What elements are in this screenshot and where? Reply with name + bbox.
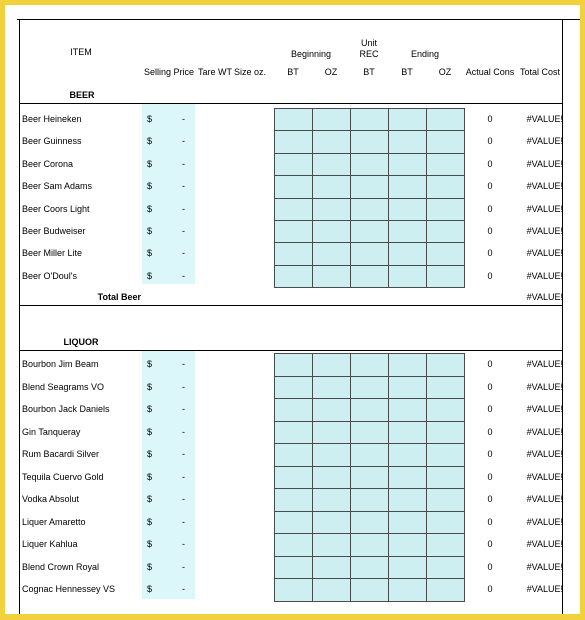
total-cost: #VALUE! — [526, 359, 563, 369]
count-cell[interactable] — [274, 376, 313, 400]
count-cell[interactable] — [426, 198, 465, 221]
count-cell[interactable] — [426, 265, 465, 288]
selling-price[interactable]: - — [182, 270, 185, 281]
count-cell[interactable] — [350, 443, 389, 467]
selling-price[interactable]: - — [182, 426, 185, 437]
actual-cons: 0 — [487, 270, 493, 281]
item-name: Beer Budweiser — [22, 226, 86, 236]
count-cell[interactable] — [426, 242, 465, 265]
count-cell[interactable] — [388, 108, 427, 131]
currency-symbol: $ — [147, 561, 153, 572]
count-cell[interactable] — [350, 130, 389, 153]
count-cell[interactable] — [312, 511, 351, 535]
count-cell[interactable] — [274, 353, 313, 377]
total-cost: #VALUE! — [526, 426, 563, 437]
count-cell[interactable] — [312, 556, 351, 580]
selling-price[interactable]: - — [182, 226, 185, 236]
count-cell[interactable] — [350, 198, 389, 221]
count-cell[interactable] — [274, 533, 313, 557]
actual-cons: 0 — [487, 181, 493, 192]
count-cell[interactable] — [350, 421, 389, 445]
total-cost: #VALUE! — [526, 381, 563, 392]
count-cell[interactable] — [388, 353, 427, 377]
item-name: Beer Guinness — [22, 136, 82, 147]
header-rec: REC — [359, 49, 379, 59]
item-name: Rum Bacardi Silver — [22, 449, 100, 459]
currency-symbol: $ — [147, 114, 153, 124]
inventory-sheet — [5, 5, 580, 614]
currency-symbol: $ — [147, 270, 153, 281]
beer-title-divider — [19, 103, 562, 104]
item-name: Beer Heineken — [22, 114, 82, 124]
total-cost: #VALUE! — [526, 584, 563, 594]
count-cell[interactable] — [426, 488, 465, 512]
count-cell[interactable] — [388, 443, 427, 467]
actual-cons: 0 — [487, 471, 493, 482]
header-actual-cons: Actual Cons — [465, 67, 515, 77]
total-cost: #VALUE! — [526, 516, 563, 527]
actual-cons: 0 — [487, 381, 493, 392]
total-cost: #VALUE! — [526, 494, 563, 504]
selling-price[interactable]: - — [182, 136, 185, 147]
item-name: Blend Crown Royal — [22, 561, 100, 572]
liquor-title-divider — [19, 350, 562, 351]
count-cell[interactable] — [388, 175, 427, 198]
count-cell[interactable] — [312, 175, 351, 198]
left-border — [19, 19, 20, 614]
count-cell[interactable] — [388, 198, 427, 221]
selling-price[interactable]: - — [182, 404, 185, 414]
count-cell[interactable] — [312, 421, 351, 445]
count-cell[interactable] — [388, 488, 427, 512]
currency-symbol: $ — [147, 516, 153, 527]
selling-price[interactable]: - — [182, 584, 185, 594]
count-cell[interactable] — [312, 242, 351, 265]
count-cell[interactable] — [350, 466, 389, 490]
currency-symbol: $ — [147, 226, 153, 236]
selling-price[interactable]: - — [182, 539, 185, 549]
total-beer-divider — [19, 305, 562, 306]
total-cost: #VALUE! — [526, 270, 563, 281]
actual-cons: 0 — [487, 539, 493, 549]
actual-cons: 0 — [487, 359, 493, 369]
total-cost: #VALUE! — [526, 203, 563, 214]
total-beer-label: Total Beer — [97, 292, 141, 302]
count-cell[interactable] — [274, 130, 313, 153]
count-cell[interactable] — [426, 398, 465, 422]
header-oz-beginning: OZ — [324, 67, 338, 77]
count-cell[interactable] — [388, 533, 427, 557]
count-cell[interactable] — [312, 398, 351, 422]
count-cell[interactable] — [312, 466, 351, 490]
count-cell[interactable] — [274, 242, 313, 265]
count-cell[interactable] — [312, 130, 351, 153]
total-cost: #VALUE! — [526, 181, 563, 192]
count-cell[interactable] — [426, 175, 465, 198]
currency-symbol: $ — [147, 404, 153, 414]
actual-cons: 0 — [487, 248, 493, 259]
count-cell[interactable] — [312, 353, 351, 377]
currency-symbol: $ — [147, 449, 153, 459]
item-name: Beer Corona — [22, 158, 74, 169]
section-title-beer: BEER — [69, 90, 95, 100]
total-cost: #VALUE! — [526, 449, 563, 459]
currency-symbol: $ — [147, 359, 153, 369]
count-cell[interactable] — [426, 108, 465, 131]
count-cell[interactable] — [312, 488, 351, 512]
count-cell[interactable] — [426, 220, 465, 243]
count-cell[interactable] — [388, 398, 427, 422]
count-cell[interactable] — [274, 198, 313, 221]
item-name: Cognac Hennessey VS — [22, 584, 116, 594]
item-name: Liquer Amaretto — [22, 516, 86, 527]
count-cell[interactable] — [350, 488, 389, 512]
currency-symbol: $ — [147, 158, 153, 169]
count-cell[interactable] — [350, 175, 389, 198]
count-cell[interactable] — [426, 511, 465, 535]
actual-cons: 0 — [487, 114, 493, 124]
currency-symbol: $ — [147, 471, 153, 482]
count-cell[interactable] — [388, 153, 427, 176]
count-cell[interactable] — [388, 265, 427, 288]
item-name: Liquer Kahlua — [22, 539, 78, 549]
count-cell[interactable] — [350, 398, 389, 422]
count-cell[interactable] — [350, 578, 389, 602]
count-cell[interactable] — [350, 376, 389, 400]
selling-price[interactable]: - — [182, 381, 185, 392]
count-cell[interactable] — [426, 556, 465, 580]
total-cost: #VALUE! — [526, 114, 563, 124]
count-cell[interactable] — [274, 443, 313, 467]
selling-price[interactable]: - — [182, 158, 185, 169]
count-cell[interactable] — [312, 108, 351, 131]
selling-price[interactable]: - — [182, 114, 185, 124]
currency-symbol: $ — [147, 136, 153, 147]
selling-price[interactable]: - — [182, 203, 185, 214]
count-cell[interactable] — [312, 376, 351, 400]
count-cell[interactable] — [274, 153, 313, 176]
item-name: Beer O'Doul's — [22, 270, 77, 281]
count-cell[interactable] — [426, 578, 465, 602]
count-cell[interactable] — [312, 578, 351, 602]
header-oz-ending: OZ — [438, 67, 452, 77]
count-cell[interactable] — [388, 421, 427, 445]
actual-cons: 0 — [487, 203, 493, 214]
actual-cons: 0 — [487, 561, 493, 572]
total-cost: #VALUE! — [526, 561, 563, 572]
count-cell[interactable] — [426, 153, 465, 176]
header-bt-unit: BT — [363, 67, 375, 77]
count-cell[interactable] — [274, 421, 313, 445]
selling-price[interactable]: - — [182, 248, 185, 259]
count-cell[interactable] — [388, 578, 427, 602]
count-cell[interactable] — [426, 421, 465, 445]
count-cell[interactable] — [312, 198, 351, 221]
item-name: Bourbon Jack Daniels — [22, 404, 110, 414]
count-cell[interactable] — [426, 466, 465, 490]
count-cell[interactable] — [350, 556, 389, 580]
count-cell[interactable] — [274, 466, 313, 490]
item-name: Tequila Cuervo Gold — [22, 471, 104, 482]
currency-symbol: $ — [147, 494, 153, 504]
section-title-liquor: LIQUOR — [63, 337, 99, 347]
currency-symbol: $ — [147, 248, 153, 259]
currency-symbol: $ — [147, 426, 153, 437]
total-cost: #VALUE! — [526, 539, 563, 549]
item-name: Bourbon Jim Beam — [22, 359, 99, 369]
actual-cons: 0 — [487, 584, 493, 594]
count-cell[interactable] — [388, 130, 427, 153]
count-cell[interactable] — [426, 443, 465, 467]
currency-symbol: $ — [147, 584, 153, 594]
selling-price[interactable]: - — [182, 449, 185, 459]
count-cell[interactable] — [274, 398, 313, 422]
count-cell[interactable] — [350, 153, 389, 176]
count-cell[interactable] — [274, 175, 313, 198]
item-name: Gin Tanqueray — [22, 426, 81, 437]
currency-symbol: $ — [147, 203, 153, 214]
header-total-cost: Total Cost — [519, 67, 561, 77]
currency-symbol: $ — [147, 381, 153, 392]
item-name: Blend Seagrams VO — [22, 381, 105, 392]
count-cell[interactable] — [274, 556, 313, 580]
actual-cons: 0 — [487, 158, 493, 169]
count-cell[interactable] — [274, 488, 313, 512]
top-border — [17, 19, 580, 20]
item-name: Vodka Absolut — [22, 494, 80, 504]
count-cell[interactable] — [350, 242, 389, 265]
count-cell[interactable] — [388, 466, 427, 490]
total-beer-value: #VALUE! — [526, 292, 563, 302]
currency-symbol: $ — [147, 181, 153, 192]
count-cell[interactable] — [274, 108, 313, 131]
header-size-oz: Size oz. — [233, 67, 267, 77]
total-cost: #VALUE! — [526, 248, 563, 259]
actual-cons: 0 — [487, 494, 493, 504]
count-cell[interactable] — [350, 353, 389, 377]
actual-cons: 0 — [487, 449, 493, 459]
count-cell[interactable] — [388, 220, 427, 243]
count-cell[interactable] — [426, 130, 465, 153]
selling-price[interactable]: - — [182, 359, 185, 369]
total-cost: #VALUE! — [526, 226, 563, 236]
actual-cons: 0 — [487, 516, 493, 527]
total-cost: #VALUE! — [526, 158, 563, 169]
count-cell[interactable] — [350, 220, 389, 243]
currency-symbol: $ — [147, 539, 153, 549]
count-cell[interactable] — [350, 108, 389, 131]
header-bt-beginning: BT — [287, 67, 299, 77]
count-cell[interactable] — [426, 376, 465, 400]
count-cell[interactable] — [426, 533, 465, 557]
header-item: ITEM — [70, 47, 92, 57]
header-unit: Unit — [360, 38, 378, 48]
header-selling-price: Selling Price — [143, 67, 195, 77]
count-cell[interactable] — [274, 578, 313, 602]
count-cell[interactable] — [350, 533, 389, 557]
count-cell[interactable] — [312, 220, 351, 243]
actual-cons: 0 — [487, 136, 493, 147]
item-name: Beer Coors Light — [22, 203, 90, 214]
total-cost: #VALUE! — [526, 136, 563, 147]
count-cell[interactable] — [274, 265, 313, 288]
actual-cons: 0 — [487, 226, 493, 236]
actual-cons: 0 — [487, 404, 493, 414]
header-ending: Ending — [410, 49, 440, 59]
count-cell[interactable] — [274, 511, 313, 535]
item-name: Beer Sam Adams — [22, 181, 93, 192]
selling-price[interactable]: - — [182, 494, 185, 504]
count-cell[interactable] — [426, 353, 465, 377]
header-tare-wt: Tare WT — [197, 67, 233, 77]
header-bt-ending: BT — [401, 67, 413, 77]
count-cell[interactable] — [312, 443, 351, 467]
count-cell[interactable] — [312, 153, 351, 176]
count-cell[interactable] — [312, 533, 351, 557]
count-cell[interactable] — [388, 376, 427, 400]
header-beginning: Beginning — [290, 49, 332, 59]
actual-cons: 0 — [487, 426, 493, 437]
count-cell[interactable] — [350, 511, 389, 535]
count-cell[interactable] — [274, 220, 313, 243]
count-cell[interactable] — [388, 242, 427, 265]
selling-price[interactable]: - — [182, 181, 185, 192]
selling-price[interactable]: - — [182, 516, 185, 527]
item-name: Beer Miller Lite — [22, 248, 83, 259]
count-cell[interactable] — [350, 265, 389, 288]
total-cost: #VALUE! — [526, 471, 563, 482]
selling-price[interactable]: - — [182, 471, 185, 482]
selling-price[interactable]: - — [182, 561, 185, 572]
count-cell[interactable] — [388, 556, 427, 580]
count-cell[interactable] — [312, 265, 351, 288]
count-cell[interactable] — [388, 511, 427, 535]
total-cost: #VALUE! — [526, 404, 563, 414]
